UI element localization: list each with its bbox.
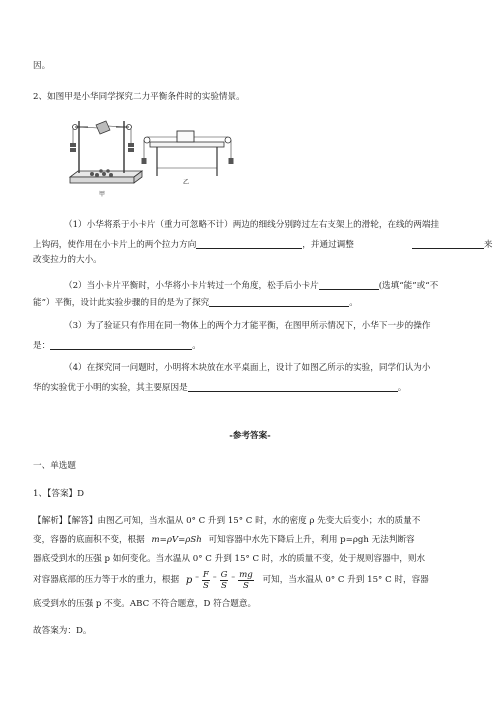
q2-part4-text-a: 华的实验优于小明的实验，其主要原因是 [33, 383, 188, 393]
fraction-g-over-s: $\frac{G}{S}$ [220, 570, 228, 591]
answer-line: 1、【答案】D [33, 489, 85, 499]
answer-header: -参考答案- [229, 431, 271, 441]
q2-part1-line1: （1）小华将系于小卡片（重力可忽略不计）两边的细线分别跨过左右支架上的滑轮，在线的两端挂 [64, 220, 440, 230]
q2-part1-blank-2[interactable] [412, 239, 484, 249]
q2-part3-blank[interactable] [50, 340, 192, 350]
q2-part2-text-b: (选填“能”或“不 [378, 281, 439, 291]
q2-part2-text-c: 能”）平衡，设计此实验步骤的目的是为了探究 [33, 298, 210, 308]
figure-yi [140, 128, 236, 186]
analysis-line4-text-a: 对容器底部的压力等于水的重力，根据 [33, 575, 180, 586]
q2-part2-blank-1[interactable] [319, 280, 379, 290]
q2-part3-text-a: 是： [33, 341, 51, 351]
q2-part2-blank-2[interactable] [209, 297, 349, 307]
q2-part2-text-a: （2）当小卡片平衡时，小华将小卡片转过一个角度，松手后小卡片 [64, 281, 319, 291]
q2-part1-text-a: 上钩码，使作用在小卡片上的两个拉力方向 [33, 240, 197, 250]
q2-part3-line2 [33, 340, 201, 351]
pressure-symbol: p [185, 574, 193, 586]
analysis-line2-text-a: 变，容器的底面积不变，根据 [33, 535, 145, 545]
density-formula: m=ρV=ρSh [151, 535, 202, 545]
figure-yi-label: 乙 [183, 179, 190, 186]
analysis-line3: 器底受到水的压强 p 如何变化。当水温从 0° C 升到 15° C 时，水的质量不变，处于规则容器中，则水 [33, 554, 426, 564]
analysis-line4: 对容器底部的压力等于水的重力，根据 p = $\frac{F}{S}$ = $\frac{G}{S}$ = $\frac{mg}{S}$ 可知，当水温从 0° C 升到 15° C 时，容器 [33, 570, 429, 591]
q2-part4-line2 [33, 382, 406, 393]
q2-part1-text-b: ，并通过调整 [302, 240, 354, 250]
fraction-mg-over-s: $\frac{mg}{S}$ [239, 570, 253, 591]
analysis-line2 [33, 536, 415, 545]
figure-jia-label: 甲 [99, 191, 106, 198]
q2-part3-text-b: 。 [192, 341, 201, 351]
figure-jia [64, 113, 148, 198]
q2-part4-blank[interactable] [188, 382, 398, 392]
analysis-line5: 底受到水的压强 p 不变。ABC 不符合题意，D 符合题意。 [33, 599, 257, 609]
q2-part1-blank-1[interactable] [196, 239, 302, 249]
analysis-line1: 【解析】【解答】由图乙可知，当水温从 0° C 升到 15° C 时，水的密度 ρ 先变大后变小；水的质量不 [33, 516, 421, 526]
section-title: 一、单选题 [33, 461, 76, 471]
q2-part4-line1: （4）在探究同一问题时，小明将木块放在水平桌面上，设计了如图乙所示的实验，同学们认为小 [64, 363, 431, 373]
q2-part2-line1 [64, 280, 438, 291]
q2-part1-line2 [33, 239, 492, 250]
q2-part3-line1: （3）为了验证只有作用在同一物体上的两个力才能平衡，在图甲所示情况下，小华下一步的操作 [64, 321, 431, 331]
q2-part1-text-c: 来 [483, 240, 493, 250]
analysis-line2-text-b: 可知容器中水先下降后上升，利用 p=ρgh 无法判断容 [208, 535, 415, 545]
q2-part2-text-d: 。 [349, 298, 358, 308]
q2-part1-line3: 改变拉力的大小。 [33, 255, 102, 265]
fraction-f-over-s: $\frac{F}{S}$ [202, 570, 209, 591]
analysis-line4-text-b: 可知，当水温从 0° C 升到 15° C 时，容器 [262, 575, 429, 586]
q2-part4-text-b: 。 [397, 383, 407, 393]
question-2-title: 2、如图甲是小华同学探究二力平衡条件时的实验情景。 [33, 92, 245, 102]
conclusion: 故答案为：D。 [33, 626, 92, 636]
q2-part2-line2 [33, 297, 358, 308]
top-text: 因。 [33, 61, 51, 71]
